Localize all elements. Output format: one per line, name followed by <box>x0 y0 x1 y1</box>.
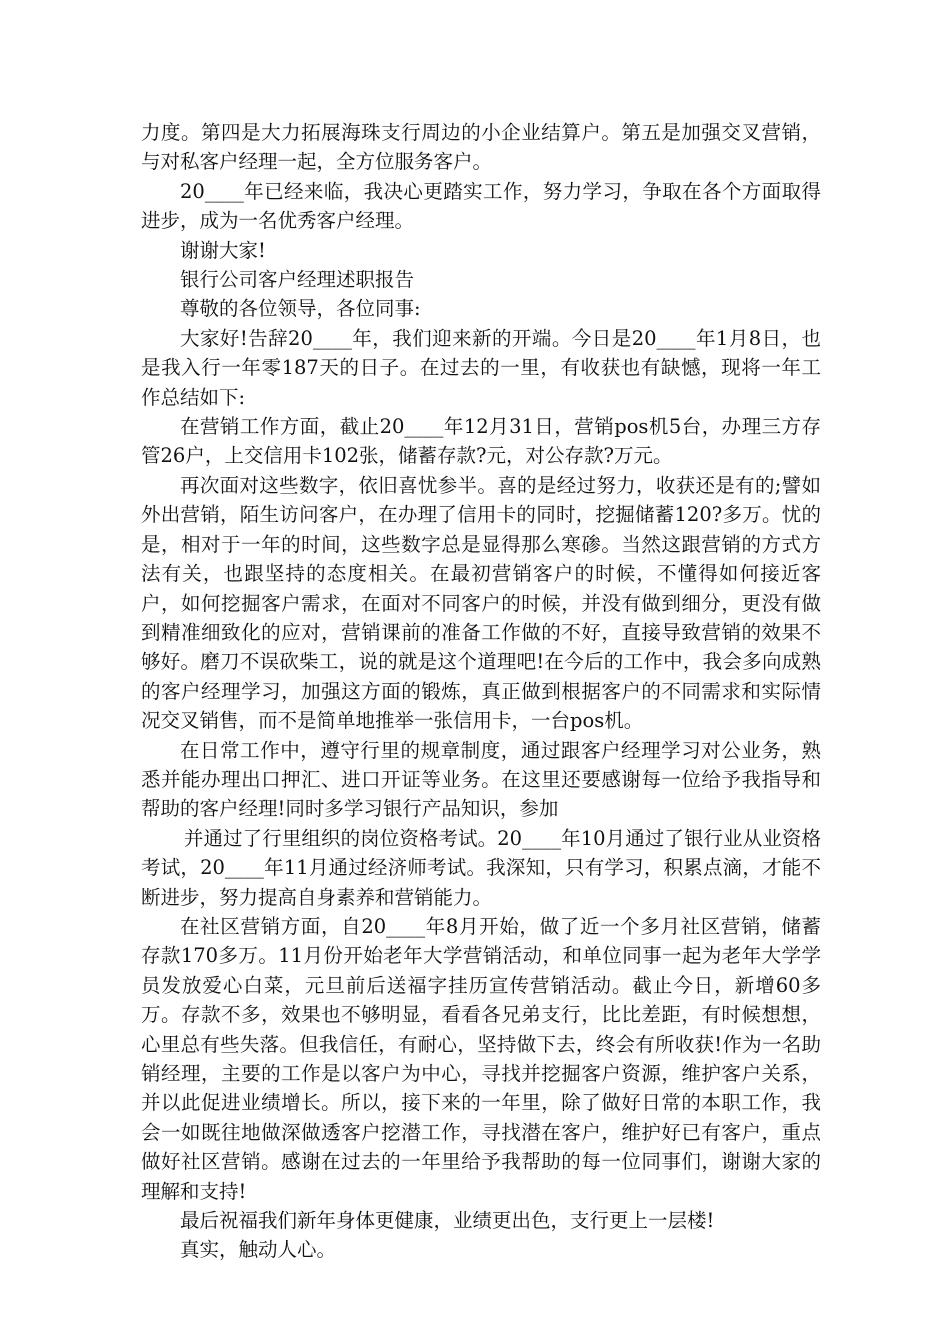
paragraph-community-marketing: 在社区营销方面，自20____年8月开始，做了近一个多月社区营销，储蓄存款170多万。11月份开始老年大学营销活动，和单位同事一起为老年大学学员发放爱心白菜，元旦前后送福字挂历宣传营销活动。截止今日，新增60多万。存款不多，效果也不够明显，看看各兄弟支行，比比差距，有时候想想，心里总有些失落。但我信任，有耐心，坚持做下去，终会有所收获!作为一名助销经理，主要的工作是以客户为中心，寻找并挖掘客户资源，维护客户关系，并以此促进业绩增长。所以，接下来的一年里，除了做好日常的本职工作，我会一如既往地做深做透客户挖潜工作，寻找潜在客户，维护好已有客户，重点做好社区营销。感谢在过去的一年里给予我帮助的每一位同事们，谢谢大家的理解和支持! <box>141 914 821 1203</box>
report-title: 银行公司客户经理述职报告 <box>180 268 415 292</box>
paragraph-daily-work: 在日常工作中，遵守行里的规章制度，通过跟客户经理学习对公业务，熟悉并能办理出口押汇、进口开证等业务。在这里还要感谢每一位给予我指导和帮助的客户经理!同时多学习银行产品知识，参加 <box>141 738 821 821</box>
paragraph-resolution: 20____年已经来临，我决心更踏实工作，努力学习，争取在各个方面取得进步，成为一名优秀客户经理。 <box>141 179 821 233</box>
paragraph-continuation: 力度。第四是大力拓展海珠支行周边的小企业结算户。第五是加强交叉营销，与对私客户经理一起，全方位服务客户。 <box>141 121 821 174</box>
paragraph-greeting: 大家好!告辞20____年，我们迎来新的开端。今日是20____年1月8日，也是我入行一年零187天的日子。在过去的一里，有收获也有缺憾，现将一年工作总结如下: <box>141 326 821 409</box>
paragraph-closing-wishes: 最后祝福我们新年身体更健康，业绩更出色，支行更上一层楼! <box>180 1209 715 1233</box>
paragraph-reflection: 再次面对这些数字，依旧喜忧参半。喜的是经过努力，收获还是有的;譬如外出营销，陌生访问客户，在办理了信用卡的同时，挖掘储蓄120?多万。忧的是，相对于一年的时间，这些数字总是显得那么寒碜。当然这跟营销的方式方法有关，也跟坚持的态度相关。在最初营销客户的时候，不懂得如何接近客户，如何挖掘客户需求，在面对不同客户的时候，并没有做到细分，更没有做到精准细致化的应对，营销课前的准备工作做的不好，直接导致营销的效果不够好。磨刀不误砍柴工，说的就是这个道理吧!在今后的工作中，我会多向成熟的客户经理学习，加强这方面的锻炼，真正做到根据客户的不同需求和实际情况交叉销售，而不是简单地推举一张信用卡，一台pos机。 <box>141 473 821 733</box>
paragraph-final-note: 真实，触动人心。 <box>180 1238 337 1262</box>
document-page <box>141 118 821 1265</box>
salutation: 尊敬的各位领导，各位同事: <box>180 297 421 321</box>
paragraph-marketing-work: 在营销工作方面，截止20____年12月31日，营销pos机5台，办理三方存管26户，上交信用卡102张，储蓄存款?元，对公存款?万元。 <box>141 415 821 468</box>
paragraph-thanks: 谢谢大家! <box>180 238 266 262</box>
paragraph-exams: 并通过了行里组织的岗位资格考试。20____年10月通过了银行业从业资格考试，20____年11月通过经济师考试。我深知，只有学习，积累点滴，才能不断进步，努力提高自身素养和营销能力。 <box>141 826 821 909</box>
